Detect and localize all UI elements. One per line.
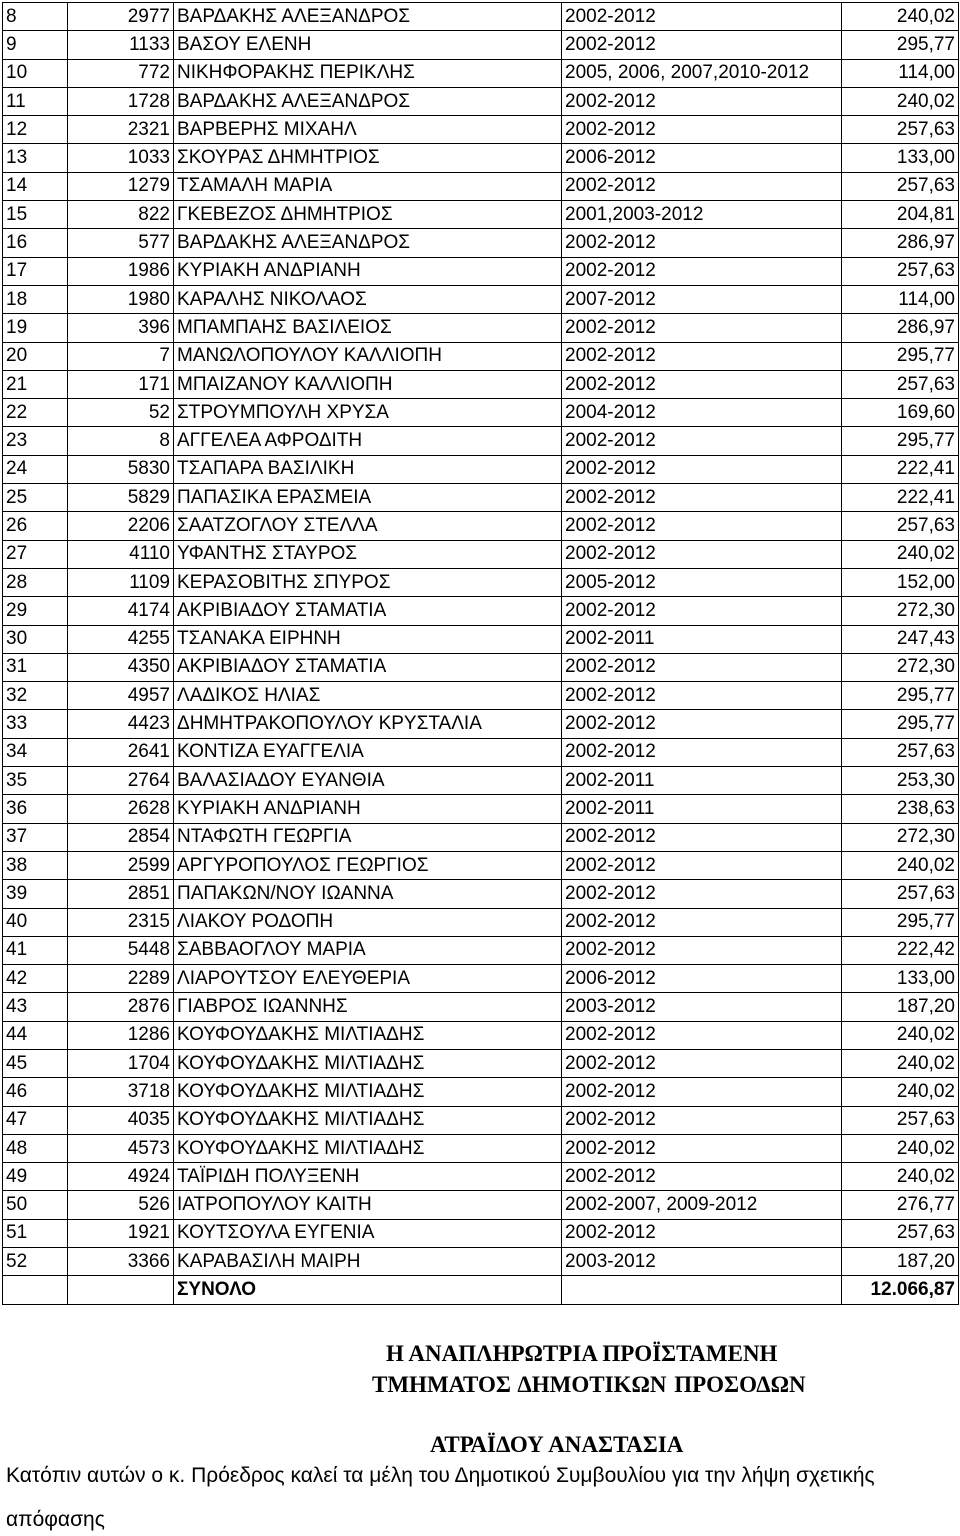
- row-code: 4350: [68, 653, 174, 681]
- row-number: 33: [3, 710, 68, 738]
- row-name: ΚΑΡΑΒΑΣΙΛΗ ΜΑΙΡΗ: [174, 1248, 562, 1276]
- row-years: 2002-2012: [562, 540, 842, 568]
- row-years: 2002-2007, 2009-2012: [562, 1191, 842, 1219]
- row-number: 43: [3, 993, 68, 1021]
- row-code: 2289: [68, 965, 174, 993]
- row-name: ΥΦΑΝΤΗΣ ΣΤΑΥΡΟΣ: [174, 540, 562, 568]
- row-amount: 240,02: [842, 1049, 959, 1077]
- row-name: ΚΟΥΦΟΥΔΑΚΗΣ ΜΙΛΤΙΑΔΗΣ: [174, 1049, 562, 1077]
- row-name: ΤΑΪΡΙΔΗ ΠΟΛΥΞΕΝΗ: [174, 1163, 562, 1191]
- row-amount: 133,00: [842, 144, 959, 172]
- row-years: 2006-2012: [562, 144, 842, 172]
- table-row: [3, 1106, 959, 1134]
- row-number: 49: [3, 1163, 68, 1191]
- row-name: ΓΚΕΒΕΖΟΣ ΔΗΜΗΤΡΙΟΣ: [174, 201, 562, 229]
- table-row: [3, 1219, 959, 1247]
- row-amount: 187,20: [842, 1248, 959, 1276]
- table-row: [3, 880, 959, 908]
- row-amount: 257,63: [842, 1106, 959, 1134]
- row-years: 2002-2012: [562, 851, 842, 879]
- row-years: 2002-2012: [562, 87, 842, 115]
- row-number: 39: [3, 880, 68, 908]
- row-amount: 114,00: [842, 285, 959, 313]
- row-number: 11: [3, 87, 68, 115]
- row-number: 18: [3, 285, 68, 313]
- table-row: [3, 285, 959, 313]
- row-number: 14: [3, 172, 68, 200]
- row-years: 2002-2012: [562, 370, 842, 398]
- row-code: 4255: [68, 625, 174, 653]
- row-amount: 295,77: [842, 710, 959, 738]
- row-name: ΝΙΚΗΦΟΡΑΚΗΣ ΠΕΡΙΚΛΗΣ: [174, 59, 562, 87]
- row-years: 2002-2012: [562, 257, 842, 285]
- row-number: 16: [3, 229, 68, 257]
- table-row: [3, 625, 959, 653]
- total-label: ΣΥΝΟΛΟ: [174, 1276, 562, 1304]
- row-years: 2002-2011: [562, 625, 842, 653]
- row-number: 44: [3, 1021, 68, 1049]
- table-row: [3, 597, 959, 625]
- table-row: [3, 682, 959, 710]
- row-name: ΒΑΡΒΕΡΗΣ ΜΙΧΑΗΛ: [174, 116, 562, 144]
- row-number: 27: [3, 540, 68, 568]
- row-number: 8: [3, 3, 68, 31]
- table-row: [3, 1078, 959, 1106]
- row-code: 822: [68, 201, 174, 229]
- row-number: 9: [3, 31, 68, 59]
- row-name: ΓΙΑΒΡΟΣ ΙΩΑΝΝΗΣ: [174, 993, 562, 1021]
- row-name: ΒΑΡΔΑΚΗΣ ΑΛΕΞΑΝΔΡΟΣ: [174, 229, 562, 257]
- row-name: ΣΚΟΥΡΑΣ ΔΗΜΗΤΡΙΟΣ: [174, 144, 562, 172]
- row-years: 2002-2012: [562, 1049, 842, 1077]
- row-code: 3718: [68, 1078, 174, 1106]
- row-amount: 257,63: [842, 172, 959, 200]
- row-amount: 114,00: [842, 59, 959, 87]
- table-row: [3, 342, 959, 370]
- row-name: ΚΕΡΑΣΟΒΙΤΗΣ ΣΠΥΡΟΣ: [174, 568, 562, 596]
- row-number: 34: [3, 738, 68, 766]
- table-row: [3, 795, 959, 823]
- row-years: 2002-2012: [562, 1219, 842, 1247]
- row-code: 1109: [68, 568, 174, 596]
- row-name: ΔΗΜΗΤΡΑΚΟΠΟΥΛΟΥ ΚΡΥΣΤΑΛΙΑ: [174, 710, 562, 738]
- row-code: 577: [68, 229, 174, 257]
- row-years: 2002-2012: [562, 427, 842, 455]
- row-years: 2001,2003-2012: [562, 201, 842, 229]
- row-number: 51: [3, 1219, 68, 1247]
- row-years: 2002-2012: [562, 116, 842, 144]
- row-amount: 272,30: [842, 823, 959, 851]
- row-number: 45: [3, 1049, 68, 1077]
- row-name: ΑΚΡΙΒΙΑΔΟΥ ΣΤΑΜΑΤΙΑ: [174, 597, 562, 625]
- total-row: [3, 1276, 959, 1304]
- table-row: [3, 908, 959, 936]
- row-code: 5448: [68, 936, 174, 964]
- row-number: 38: [3, 851, 68, 879]
- row-name: ΣΑΑΤΖΟΓΛΟΥ ΣΤΕΛΛΑ: [174, 512, 562, 540]
- row-code: 1286: [68, 1021, 174, 1049]
- row-name: ΒΑΡΔΑΚΗΣ ΑΛΕΞΑΝΔΡΟΣ: [174, 3, 562, 31]
- row-years: 2002-2012: [562, 823, 842, 851]
- row-number: 50: [3, 1191, 68, 1219]
- row-code: 2851: [68, 880, 174, 908]
- row-number: 31: [3, 653, 68, 681]
- table-row: [3, 965, 959, 993]
- row-name: ΤΣΑΠΑΡΑ ΒΑΣΙΛΙΚΗ: [174, 455, 562, 483]
- row-amount: 257,63: [842, 512, 959, 540]
- row-code: 1279: [68, 172, 174, 200]
- row-code: 2641: [68, 738, 174, 766]
- row-code: 171: [68, 370, 174, 398]
- row-code: 1921: [68, 1219, 174, 1247]
- row-name: ΚΟΥΦΟΥΔΑΚΗΣ ΜΙΛΤΙΑΔΗΣ: [174, 1134, 562, 1162]
- row-number: 30: [3, 625, 68, 653]
- row-years: 2004-2012: [562, 399, 842, 427]
- row-code: 2854: [68, 823, 174, 851]
- row-amount: 295,77: [842, 908, 959, 936]
- table-row: [3, 399, 959, 427]
- row-amount: 295,77: [842, 342, 959, 370]
- row-number: 15: [3, 201, 68, 229]
- row-code: 2206: [68, 512, 174, 540]
- row-amount: 204,81: [842, 201, 959, 229]
- row-number: 22: [3, 399, 68, 427]
- table-row: [3, 993, 959, 1021]
- row-name: ΜΠΑΜΠΑΗΣ ΒΑΣΙΛΕΙΟΣ: [174, 314, 562, 342]
- closing-text-line-2: απόφασης: [6, 1508, 105, 1531]
- table-row: [3, 229, 959, 257]
- closing-text-line-1: Κατόπιν αυτών ο κ. Πρόεδρος καλεί τα μέλη του Δημοτικού Συμβουλίου για την λήψη σχετικής: [6, 1464, 875, 1487]
- row-code: 396: [68, 314, 174, 342]
- row-number: 23: [3, 427, 68, 455]
- row-amount: 222,41: [842, 455, 959, 483]
- table-row: [3, 512, 959, 540]
- row-years: 2005, 2006, 2007,2010-2012: [562, 59, 842, 87]
- row-code: 2977: [68, 3, 174, 31]
- row-years: 2002-2012: [562, 597, 842, 625]
- row-code: 2876: [68, 993, 174, 1021]
- row-years: 2002-2012: [562, 455, 842, 483]
- row-code: 1704: [68, 1049, 174, 1077]
- row-number: 32: [3, 682, 68, 710]
- row-years: 2002-2012: [562, 1078, 842, 1106]
- row-code: 2599: [68, 851, 174, 879]
- row-number: 21: [3, 370, 68, 398]
- row-amount: 240,02: [842, 1021, 959, 1049]
- row-years: 2002-2012: [562, 880, 842, 908]
- signature-department: ΤΜΗΜΑΤΟΣ ΔΗΜΟΤΙΚΩΝ ΠΡΟΣΟΔΩΝ: [372, 1372, 806, 1397]
- row-number: 13: [3, 144, 68, 172]
- row-number: 40: [3, 908, 68, 936]
- table-row: [3, 257, 959, 285]
- row-years: 2002-2012: [562, 314, 842, 342]
- table-row: [3, 1163, 959, 1191]
- row-years: 2002-2012: [562, 342, 842, 370]
- row-name: ΑΓΓΕΛΕΑ ΑΦΡΟΔΙΤΗ: [174, 427, 562, 455]
- row-number: 26: [3, 512, 68, 540]
- row-years: 2002-2012: [562, 512, 842, 540]
- row-name: ΒΑΣΟΥ ΕΛΕΝΗ: [174, 31, 562, 59]
- table-row: [3, 1191, 959, 1219]
- row-name: ΚΟΥΦΟΥΔΑΚΗΣ ΜΙΛΤΙΑΔΗΣ: [174, 1106, 562, 1134]
- row-name: ΚΟΥΤΣΟΥΛΑ ΕΥΓΕΝΙΑ: [174, 1219, 562, 1247]
- table-row: [3, 3, 959, 31]
- row-code: 7: [68, 342, 174, 370]
- row-number: 20: [3, 342, 68, 370]
- row-amount: 257,63: [842, 116, 959, 144]
- table-row: [3, 455, 959, 483]
- row-number: 36: [3, 795, 68, 823]
- records-table-body: [3, 3, 959, 1276]
- table-row: [3, 116, 959, 144]
- row-name: ΑΡΓΥΡΟΠΟΥΛΟΣ ΓΕΩΡΓΙΟΣ: [174, 851, 562, 879]
- row-amount: 152,00: [842, 568, 959, 596]
- table-row: [3, 59, 959, 87]
- row-name: ΤΣΑΝΑΚΑ ΕΙΡΗΝΗ: [174, 625, 562, 653]
- row-code: 4110: [68, 540, 174, 568]
- row-years: 2002-2012: [562, 653, 842, 681]
- row-years: 2003-2012: [562, 1248, 842, 1276]
- row-amount: 240,02: [842, 1078, 959, 1106]
- row-number: 35: [3, 767, 68, 795]
- table-row: [3, 851, 959, 879]
- table-row: [3, 172, 959, 200]
- table-row: [3, 1248, 959, 1276]
- row-amount: 286,97: [842, 314, 959, 342]
- row-number: 46: [3, 1078, 68, 1106]
- row-amount: 187,20: [842, 993, 959, 1021]
- row-number: 52: [3, 1248, 68, 1276]
- row-name: ΚΟΥΦΟΥΔΑΚΗΣ ΜΙΛΤΙΑΔΗΣ: [174, 1078, 562, 1106]
- row-amount: 240,02: [842, 3, 959, 31]
- row-name: ΒΑΡΔΑΚΗΣ ΑΛΕΞΑΝΔΡΟΣ: [174, 87, 562, 115]
- row-code: 4035: [68, 1106, 174, 1134]
- row-amount: 240,02: [842, 1134, 959, 1162]
- row-amount: 295,77: [842, 427, 959, 455]
- row-code: 8: [68, 427, 174, 455]
- row-number: 19: [3, 314, 68, 342]
- row-code: 2628: [68, 795, 174, 823]
- row-amount: 240,02: [842, 1163, 959, 1191]
- row-number: 28: [3, 568, 68, 596]
- row-number: 37: [3, 823, 68, 851]
- row-code: 4957: [68, 682, 174, 710]
- row-years: 2002-2012: [562, 710, 842, 738]
- row-amount: 295,77: [842, 31, 959, 59]
- row-name: ΣΤΡΟΥΜΠΟΥΛΗ ΧΡΥΣΑ: [174, 399, 562, 427]
- row-name: ΒΑΛΑΣΙΑΔΟΥ ΕΥΑΝΘΙΑ: [174, 767, 562, 795]
- row-number: 12: [3, 116, 68, 144]
- row-code: 1033: [68, 144, 174, 172]
- row-name: ΜΠΑΙΖΑΝΟΥ ΚΑΛΛΙΟΠΗ: [174, 370, 562, 398]
- row-code: 3366: [68, 1248, 174, 1276]
- row-code: 1986: [68, 257, 174, 285]
- row-code: 1728: [68, 87, 174, 115]
- row-code: 5829: [68, 484, 174, 512]
- row-amount: 272,30: [842, 597, 959, 625]
- row-amount: 238,63: [842, 795, 959, 823]
- row-amount: 240,02: [842, 851, 959, 879]
- row-amount: 169,60: [842, 399, 959, 427]
- row-years: 2002-2011: [562, 795, 842, 823]
- row-code: 4573: [68, 1134, 174, 1162]
- row-amount: 240,02: [842, 87, 959, 115]
- row-name: ΑΚΡΙΒΙΑΔΟΥ ΣΤΑΜΑΤΙΑ: [174, 653, 562, 681]
- table-row: [3, 767, 959, 795]
- row-years: 2006-2012: [562, 965, 842, 993]
- row-amount: 276,77: [842, 1191, 959, 1219]
- row-name: ΙΑΤΡΟΠΟΥΛΟΥ ΚΑΙΤΗ: [174, 1191, 562, 1219]
- total-blank-code: [68, 1276, 174, 1304]
- row-amount: 257,63: [842, 738, 959, 766]
- row-amount: 272,30: [842, 653, 959, 681]
- table-row: [3, 568, 959, 596]
- row-number: 42: [3, 965, 68, 993]
- row-number: 41: [3, 936, 68, 964]
- row-code: 1980: [68, 285, 174, 313]
- row-number: 29: [3, 597, 68, 625]
- row-name: ΚΑΡΑΛΗΣ ΝΙΚΟΛΑΟΣ: [174, 285, 562, 313]
- table-row: [3, 738, 959, 766]
- row-name: ΚΟΝΤΙΖΑ ΕΥΑΓΓΕΛΙΑ: [174, 738, 562, 766]
- row-amount: 253,30: [842, 767, 959, 795]
- row-name: ΠΑΠΑΣΙΚΑ ΕΡΑΣΜΕΙΑ: [174, 484, 562, 512]
- row-amount: 257,63: [842, 257, 959, 285]
- row-name: ΤΣΑΜΑΛΗ ΜΑΡΙΑ: [174, 172, 562, 200]
- row-code: 4174: [68, 597, 174, 625]
- row-number: 10: [3, 59, 68, 87]
- total-blank-num: [3, 1276, 68, 1304]
- table-row: [3, 370, 959, 398]
- row-number: 47: [3, 1106, 68, 1134]
- row-years: 2002-2012: [562, 229, 842, 257]
- row-years: 2002-2012: [562, 1134, 842, 1162]
- row-amount: 257,63: [842, 1219, 959, 1247]
- row-name: ΣΑΒΒΑΟΓΛΟΥ ΜΑΡΙΑ: [174, 936, 562, 964]
- table-row: [3, 87, 959, 115]
- row-code: 5830: [68, 455, 174, 483]
- row-years: 2002-2012: [562, 172, 842, 200]
- row-years: 2002-2012: [562, 3, 842, 31]
- row-years: 2005-2012: [562, 568, 842, 596]
- row-number: 25: [3, 484, 68, 512]
- row-years: 2002-2012: [562, 484, 842, 512]
- row-code: 52: [68, 399, 174, 427]
- row-amount: 295,77: [842, 682, 959, 710]
- row-years: 2002-2012: [562, 1021, 842, 1049]
- table-row: [3, 653, 959, 681]
- row-name: ΝΤΑΦΩΤΗ ΓΕΩΡΓΙΑ: [174, 823, 562, 851]
- total-amount: 12.066,87: [842, 1276, 959, 1304]
- row-years: 2002-2012: [562, 908, 842, 936]
- row-years: 2002-2012: [562, 738, 842, 766]
- row-years: 2002-2012: [562, 1106, 842, 1134]
- total-blank-years: [562, 1276, 842, 1304]
- row-name: ΛΙΑΚΟΥ ΡΟΔΟΠΗ: [174, 908, 562, 936]
- row-years: 2002-2012: [562, 1163, 842, 1191]
- table-row: [3, 427, 959, 455]
- row-years: 2002-2012: [562, 936, 842, 964]
- table-row: [3, 201, 959, 229]
- row-code: 772: [68, 59, 174, 87]
- table-row: [3, 31, 959, 59]
- row-name: ΚΥΡΙΑΚΗ ΑΝΔΡΙΑΝΗ: [174, 795, 562, 823]
- table-row: [3, 1049, 959, 1077]
- row-name: ΚΥΡΙΑΚΗ ΑΝΔΡΙΑΝΗ: [174, 257, 562, 285]
- table-row: [3, 144, 959, 172]
- row-amount: 257,63: [842, 880, 959, 908]
- row-code: 4924: [68, 1163, 174, 1191]
- row-code: 2764: [68, 767, 174, 795]
- signature-name: ΑΤΡΑΪΔΟΥ ΑΝΑΣΤΑΣΙΑ: [430, 1432, 684, 1457]
- row-years: 2002-2011: [562, 767, 842, 795]
- row-amount: 240,02: [842, 540, 959, 568]
- records-table: [2, 2, 959, 1305]
- row-amount: 222,42: [842, 936, 959, 964]
- row-amount: 286,97: [842, 229, 959, 257]
- row-number: 17: [3, 257, 68, 285]
- row-years: 2002-2012: [562, 682, 842, 710]
- table-row: [3, 823, 959, 851]
- table-row: [3, 710, 959, 738]
- row-name: ΠΑΠΑΚΩΝ/ΝΟΥ ΙΩΑΝΝΑ: [174, 880, 562, 908]
- row-amount: 222,41: [842, 484, 959, 512]
- row-code: 1133: [68, 31, 174, 59]
- row-code: 4423: [68, 710, 174, 738]
- table-row: [3, 1134, 959, 1162]
- row-amount: 247,43: [842, 625, 959, 653]
- signature-title: Η ΑΝΑΠΛΗΡΩΤΡΙΑ ΠΡΟΪΣΤΑΜΕΝΗ: [386, 1341, 778, 1366]
- row-code: 2315: [68, 908, 174, 936]
- row-name: ΛΙΑΡΟΥΤΣΟΥ ΕΛΕΥΘΕΡΙΑ: [174, 965, 562, 993]
- table-row: [3, 540, 959, 568]
- row-number: 48: [3, 1134, 68, 1162]
- row-years: 2002-2012: [562, 31, 842, 59]
- row-name: ΚΟΥΦΟΥΔΑΚΗΣ ΜΙΛΤΙΑΔΗΣ: [174, 1021, 562, 1049]
- row-years: 2007-2012: [562, 285, 842, 313]
- row-amount: 257,63: [842, 370, 959, 398]
- row-name: ΛΑΔΙΚΟΣ ΗΛΙΑΣ: [174, 682, 562, 710]
- row-code: 526: [68, 1191, 174, 1219]
- table-row: [3, 936, 959, 964]
- row-number: 24: [3, 455, 68, 483]
- table-row: [3, 314, 959, 342]
- row-name: ΜΑΝΩΛΟΠΟΥΛΟΥ ΚΑΛΛΙΟΠΗ: [174, 342, 562, 370]
- row-code: 2321: [68, 116, 174, 144]
- table-row: [3, 1021, 959, 1049]
- row-years: 2003-2012: [562, 993, 842, 1021]
- table-row: [3, 484, 959, 512]
- row-amount: 133,00: [842, 965, 959, 993]
